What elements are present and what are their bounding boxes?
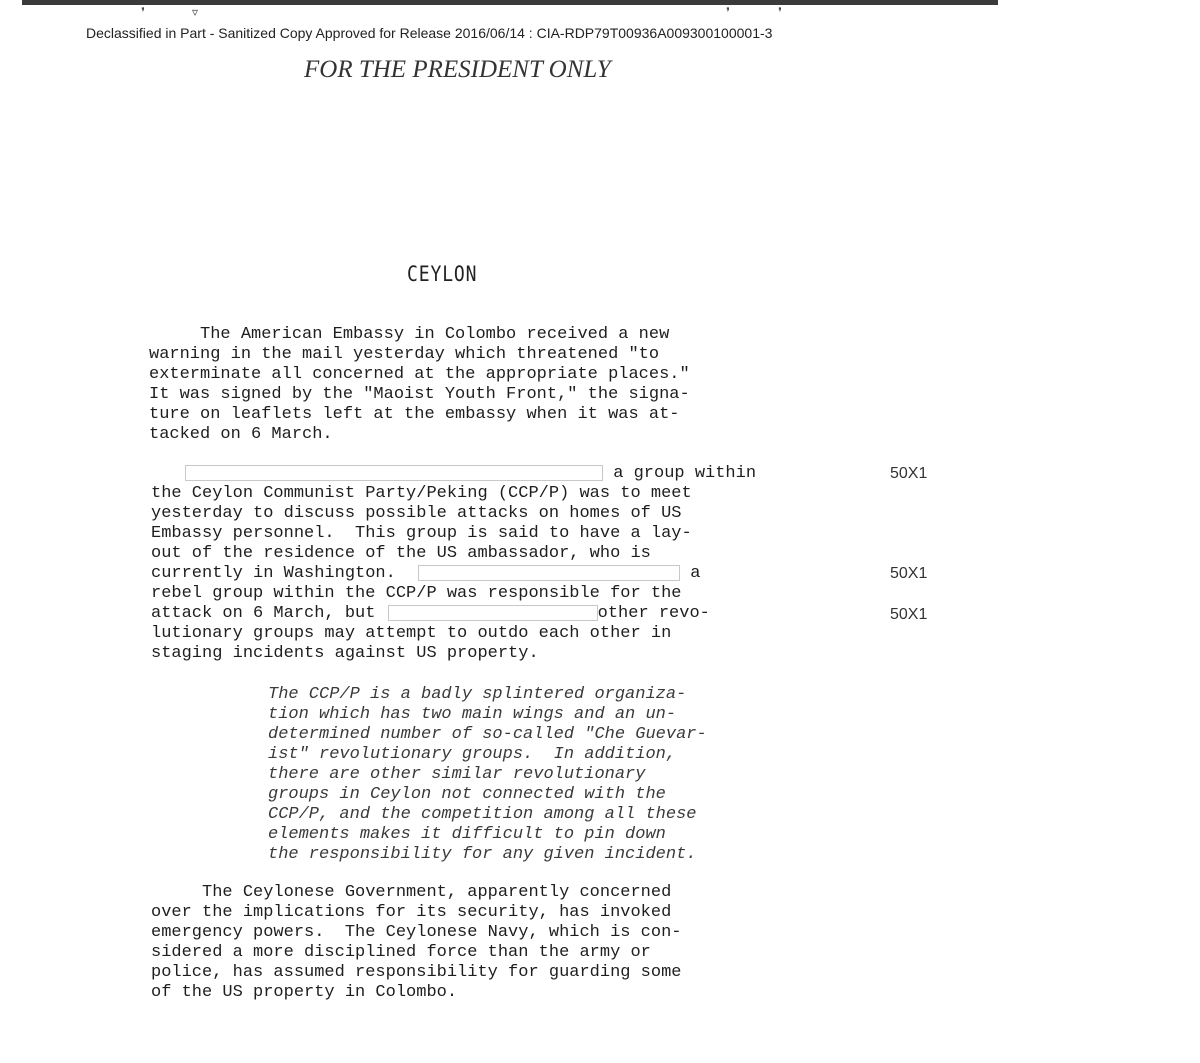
text-line: yesterday to discuss possible attacks on homes of US bbox=[151, 504, 682, 523]
text-fragment: currently in Washington. bbox=[151, 564, 396, 583]
scan-top-edge bbox=[22, 0, 998, 5]
text-line: exterminate all concerned at the appropriate places." bbox=[149, 365, 690, 384]
text-line: tion which has two main wings and an un- bbox=[268, 705, 677, 724]
text-line: out of the residence of the US ambassador, who is bbox=[151, 544, 651, 563]
text-line: emergency powers. The Ceylonese Navy, which is con- bbox=[151, 923, 682, 942]
release-header: Declassified in Part - Sanitized Copy Approved for Release 2016/06/14 : CIA-RDP79T00936A009300100001-3 bbox=[86, 25, 773, 41]
text-line bbox=[151, 604, 756, 624]
text-line: CCP/P, and the competition among all these bbox=[268, 805, 697, 824]
text-line: groups in Ceylon not connected with the bbox=[268, 785, 666, 804]
text-line bbox=[151, 464, 756, 484]
paragraph-3 bbox=[151, 883, 682, 1003]
text-line: It was signed by the "Maoist Youth Front," the signa- bbox=[149, 385, 690, 404]
redaction-box bbox=[418, 565, 680, 581]
text-fragment: attack on 6 March, but bbox=[151, 604, 376, 623]
text-line: ture on leaflets left at the embassy when it was at- bbox=[149, 405, 680, 424]
exemption-marker: 50X1 bbox=[890, 565, 928, 582]
text-line: Embassy personnel. This group is said to have a lay- bbox=[151, 524, 692, 543]
text-line: The Ceylonese Government, apparently concerned bbox=[151, 883, 672, 902]
punch-hole-mark-icon: ❜ bbox=[778, 5, 782, 19]
text-line: lutionary groups may attempt to outdo each other in bbox=[151, 624, 672, 643]
exemption-marker: 50X1 bbox=[890, 606, 928, 623]
punch-hole-mark-icon: ❜ bbox=[726, 5, 730, 19]
text-line: there are other similar revolutionary bbox=[268, 765, 646, 784]
text-line: The American Embassy in Colombo received a new bbox=[149, 325, 670, 344]
text-line: ist" revolutionary groups. In addition, bbox=[268, 745, 677, 764]
text-line: staging incidents against US property. bbox=[151, 644, 539, 663]
redaction-box bbox=[185, 465, 603, 481]
text-line: sidered a more disciplined force than the army or bbox=[151, 943, 651, 962]
text-line: rebel group within the CCP/P was responsible for the bbox=[151, 584, 682, 603]
text-fragment: a bbox=[690, 564, 701, 583]
text-line: of the US property in Colombo. bbox=[151, 983, 458, 1002]
text-line: police, has assumed responsibility for guarding some bbox=[151, 963, 682, 982]
text-line bbox=[151, 564, 756, 584]
page-title: CEYLON bbox=[407, 262, 478, 286]
paragraph-2 bbox=[151, 464, 756, 664]
text-line: the responsibility for any given incident. bbox=[268, 845, 697, 864]
punch-hole-mark-icon: ❜ bbox=[141, 5, 145, 19]
text-line: elements makes it difficult to pin down bbox=[268, 825, 666, 844]
text-line: over the implications for its security, has invoked bbox=[151, 903, 672, 922]
classification-banner: FOR THE PRESIDENT ONLY bbox=[304, 56, 611, 83]
exemption-marker: 50X1 bbox=[890, 465, 928, 482]
italic-note bbox=[268, 685, 707, 865]
text-line: The CCP/P is a badly splintered organiza- bbox=[268, 685, 687, 704]
text-fragment: other revo- bbox=[597, 604, 710, 623]
punch-hole-mark-icon: ▿ bbox=[192, 5, 199, 19]
redaction-box bbox=[388, 605, 598, 621]
text-fragment: a group within bbox=[613, 464, 757, 483]
paragraph-1 bbox=[149, 325, 690, 445]
text-line: warning in the mail yesterday which threatened "to bbox=[149, 345, 660, 364]
text-line: tacked on 6 March. bbox=[149, 425, 333, 444]
text-line: determined number of so-called "Che Guevar- bbox=[268, 725, 707, 744]
text-line: the Ceylon Communist Party/Peking (CCP/P) was to meet bbox=[151, 484, 692, 503]
